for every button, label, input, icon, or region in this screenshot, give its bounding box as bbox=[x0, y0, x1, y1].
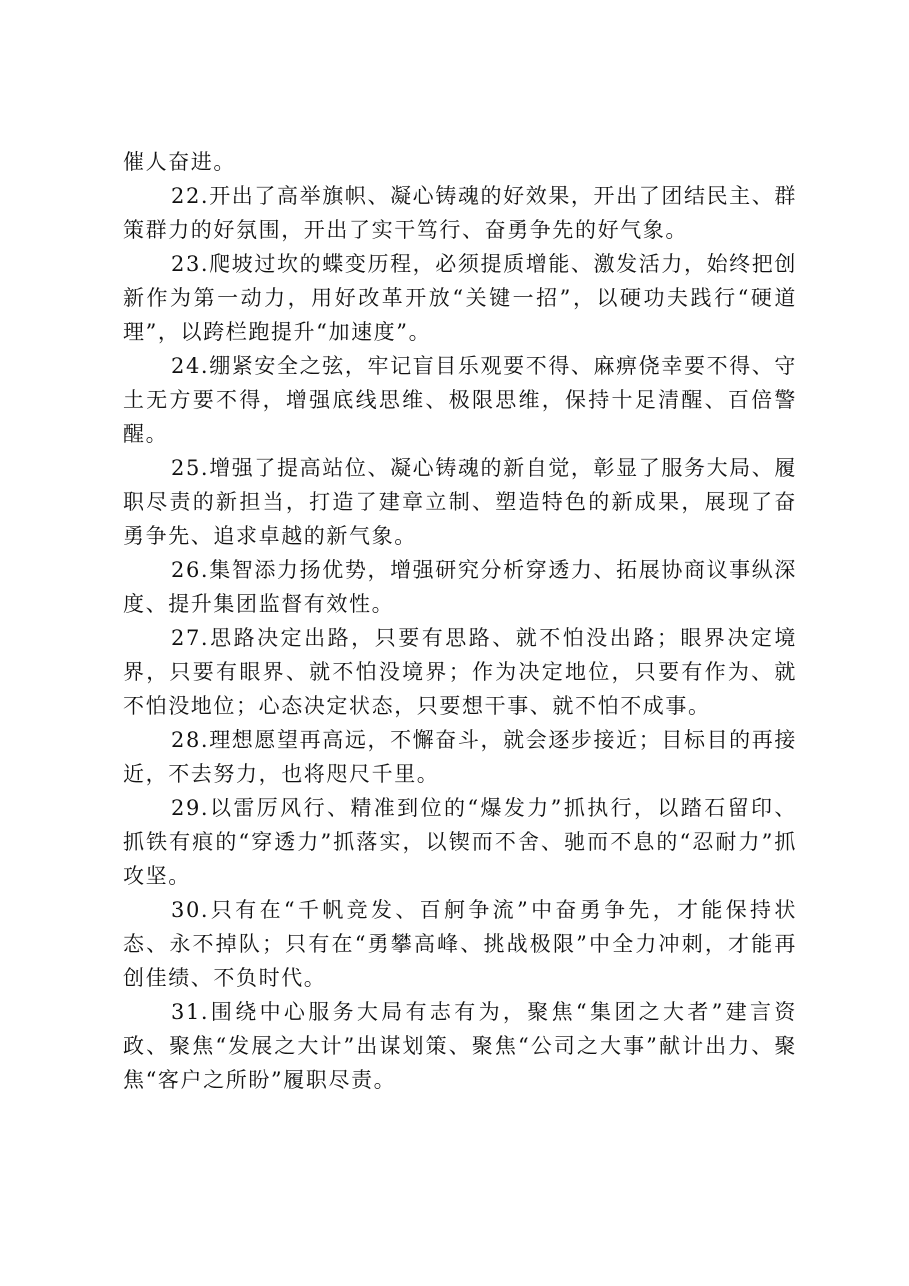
paragraph-23: 23.爬坡过坎的蝶变历程，必须提质增能、激发活力，始终把创新作为第一动力，用好改革开放“关键一招”，以硬功夫践行“硬道理”，以跨栏跑提升“加速度”。 bbox=[123, 252, 797, 344]
paragraph-28: 28.理想愿望再高远，不懈奋斗，就会逐步接近；目标目的再接近，不去努力，也将咫尺千里。 bbox=[123, 728, 797, 786]
paragraph-26: 26.集智添力扬优势，增强研究分析穿透力、拓展协商议事纵深度、提升集团监督有效性。 bbox=[123, 558, 797, 616]
paragraph-25: 25.增强了提高站位、凝心铸魂的新自觉，彰显了服务大局、履职尽责的新担当，打造了建章立制、塑造特色的新成果，展现了奋勇争先、追求卓越的新气象。 bbox=[123, 456, 797, 548]
paragraph-31: 31.围绕中心服务大局有志有为，聚焦“集团之大者”建言资政、聚焦“发展之大计”出谋划策、聚焦“公司之大事”献计出力、聚焦“客户之所盼”履职尽责。 bbox=[123, 1000, 797, 1092]
paragraph-27: 27.思路决定出路，只要有思路、就不怕没出路；眼界决定境界，只要有眼界、就不怕没境界；作为决定地位，只要有作为、就不怕没地位；心态决定状态，只要想干事、就不怕不成事。 bbox=[123, 626, 797, 718]
paragraph-30: 30.只有在“千帆竞发、百舸争流”中奋勇争先，才能保持状态、永不掉队；只有在“勇攀高峰、挑战极限”中全力冲刺，才能再创佳绩、不负时代。 bbox=[123, 898, 797, 990]
paragraph-continuation: 催人奋进。 bbox=[123, 150, 236, 174]
paragraph-29: 29.以雷厉风行、精准到位的“爆发力”抓执行，以踏石留印、抓铁有痕的“穿透力”抓落实，以锲而不舍、驰而不息的“忍耐力”抓攻坚。 bbox=[123, 796, 797, 888]
paragraph-22: 22.开出了高举旗帜、凝心铸魂的好效果，开出了团结民主、群策群力的好氛围，开出了实干笃行、奋勇争先的好气象。 bbox=[123, 184, 797, 242]
paragraph-24: 24.绷紧安全之弦，牢记盲目乐观要不得、麻痹侥幸要不得、守土无方要不得，增强底线思维、极限思维，保持十足清醒、百倍警醒。 bbox=[123, 354, 797, 446]
document-page bbox=[123, 145, 797, 1097]
